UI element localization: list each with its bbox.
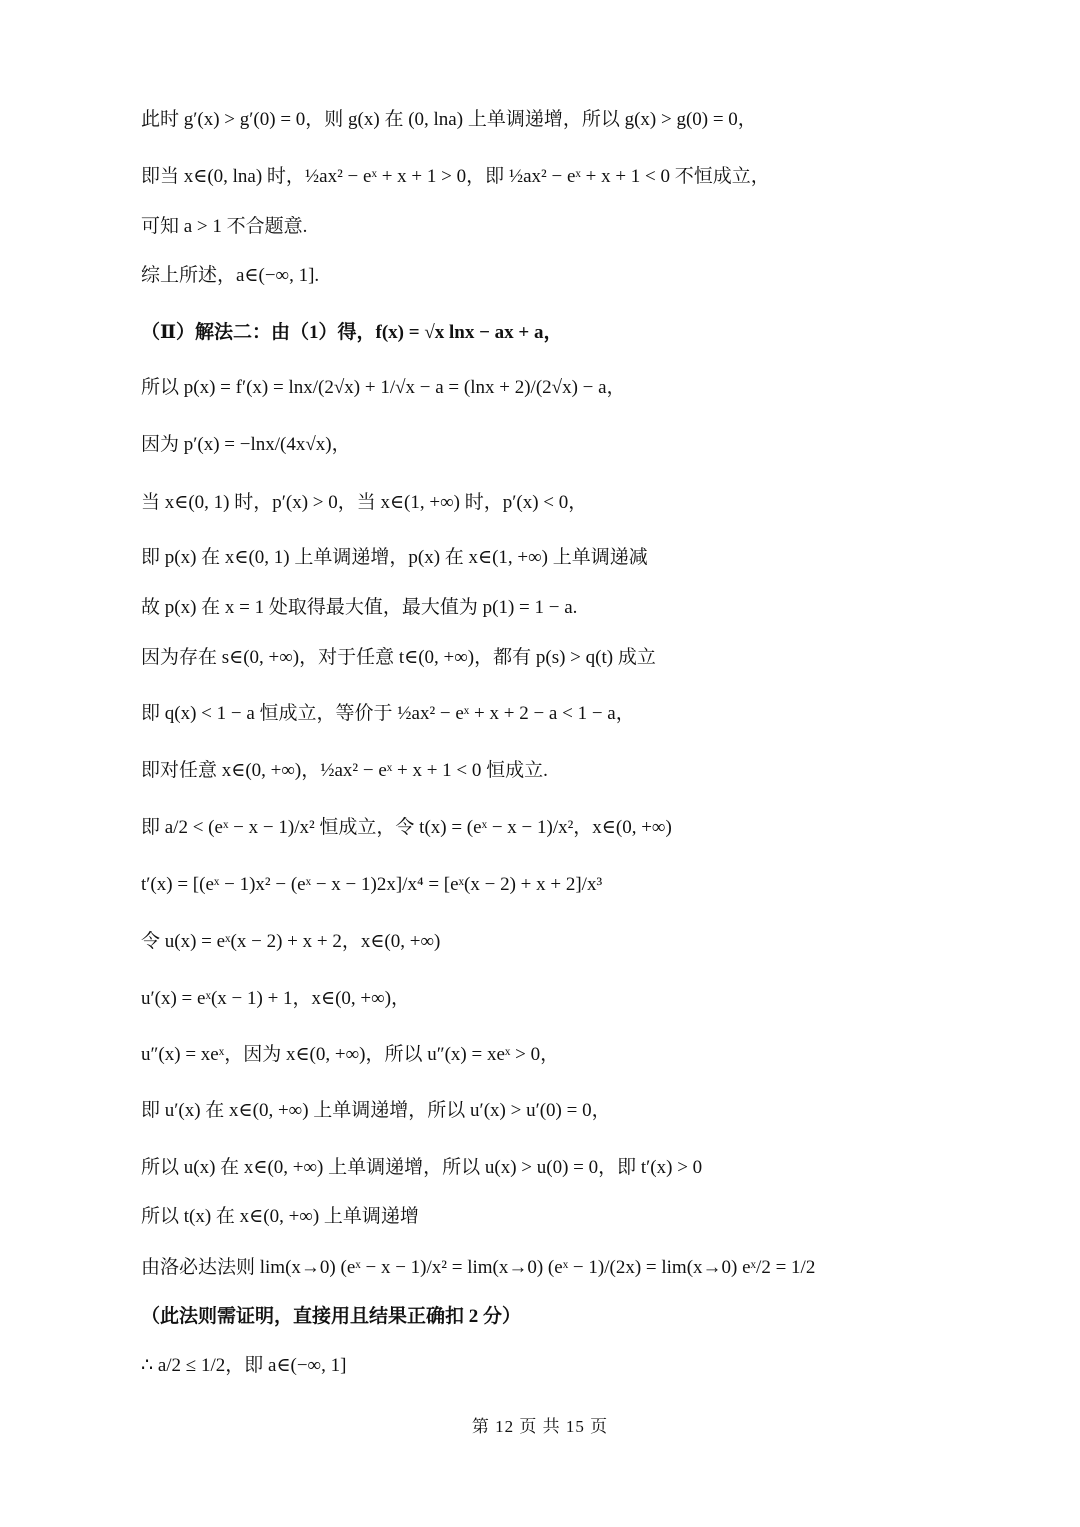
text-line: 令 u(x) = eˣ(x − 2) + x + 2，x∈(0, +∞) xyxy=(141,931,441,952)
text-line: 由洛必达法则 lim(x→0) (eˣ − x − 1)/x² = lim(x→0) (eˣ − 1)/(2x) = lim(x→0) eˣ/2 = 1/2 xyxy=(141,1257,816,1278)
text-line: 此时 g′(x) > g′(0) = 0，则 g(x) 在 (0, lna) 上单调递增，所以 g(x) > g(0) = 0， xyxy=(141,109,757,130)
text-line: 即 p(x) 在 x∈(0, 1) 上单调递增，p(x) 在 x∈(1, +∞) 上单调递减 xyxy=(141,547,648,568)
section-heading: （Ⅱ）解法二：由（1）得，f(x) = √x lnx − ax + a， xyxy=(141,322,563,343)
grading-note: （此法则需证明，直接用且结果正确扣 2 分） xyxy=(141,1306,522,1327)
text-line: 即 a/2 < (eˣ − x − 1)/x² 恒成立，令 t(x) = (eˣ − x − 1)/x²，x∈(0, +∞) xyxy=(141,817,672,838)
text-line: 因为 p′(x) = −lnx/(4x√x)， xyxy=(141,434,351,455)
text-line: 因为存在 s∈(0, +∞)，对于任意 t∈(0, +∞)，都有 p(s) > q(t) 成立 xyxy=(141,647,656,668)
text-line: 所以 t(x) 在 x∈(0, +∞) 上单调递增 xyxy=(141,1206,419,1227)
text-line: 即对任意 x∈(0, +∞)，½ax² − eˣ + x + 1 < 0 恒成立. xyxy=(141,760,548,781)
text-line: 所以 p(x) = f′(x) = lnx/(2√x) + 1/√x − a = (lnx + 2)/(2√x) − a， xyxy=(141,377,626,398)
text-line: 可知 a > 1 不合题意. xyxy=(141,216,308,237)
text-line: u″(x) = xeˣ，因为 x∈(0, +∞)，所以 u″(x) = xeˣ > 0， xyxy=(141,1044,560,1065)
text-line: t′(x) = [(eˣ − 1)x² − (eˣ − x − 1)2x]/x⁴ = [eˣ(x − 2) + x + 2]/x³ xyxy=(141,874,603,895)
text-line: 即 u′(x) 在 x∈(0, +∞) 上单调递增，所以 u′(x) > u′(0) = 0， xyxy=(141,1100,611,1121)
text-line: 综上所述，a∈(−∞, 1]. xyxy=(141,265,320,286)
text-line: u′(x) = eˣ(x − 1) + 1，x∈(0, +∞)， xyxy=(141,988,411,1009)
text-line: ∴ a/2 ≤ 1/2，即 a∈(−∞, 1] xyxy=(141,1355,347,1376)
text-line: 即 q(x) < 1 − a 恒成立，等价于 ½ax² − eˣ + x + 2 − a < 1 − a， xyxy=(141,703,635,724)
text-line: 所以 u(x) 在 x∈(0, +∞) 上单调递增，所以 u(x) > u(0) = 0，即 t′(x) > 0 xyxy=(141,1157,703,1178)
text-line: 即当 x∈(0, lna) 时，½ax² − eˣ + x + 1 > 0，即 ½ax² − eˣ + x + 1 < 0 不恒成立， xyxy=(141,166,770,187)
page-footer: 第 12 页 共 15 页 xyxy=(471,1417,609,1436)
text-line: 故 p(x) 在 x = 1 处取得最大值，最大值为 p(1) = 1 − a. xyxy=(141,597,578,618)
text-line: 当 x∈(0, 1) 时，p′(x) > 0，当 x∈(1, +∞) 时，p′(x) < 0， xyxy=(141,492,588,513)
